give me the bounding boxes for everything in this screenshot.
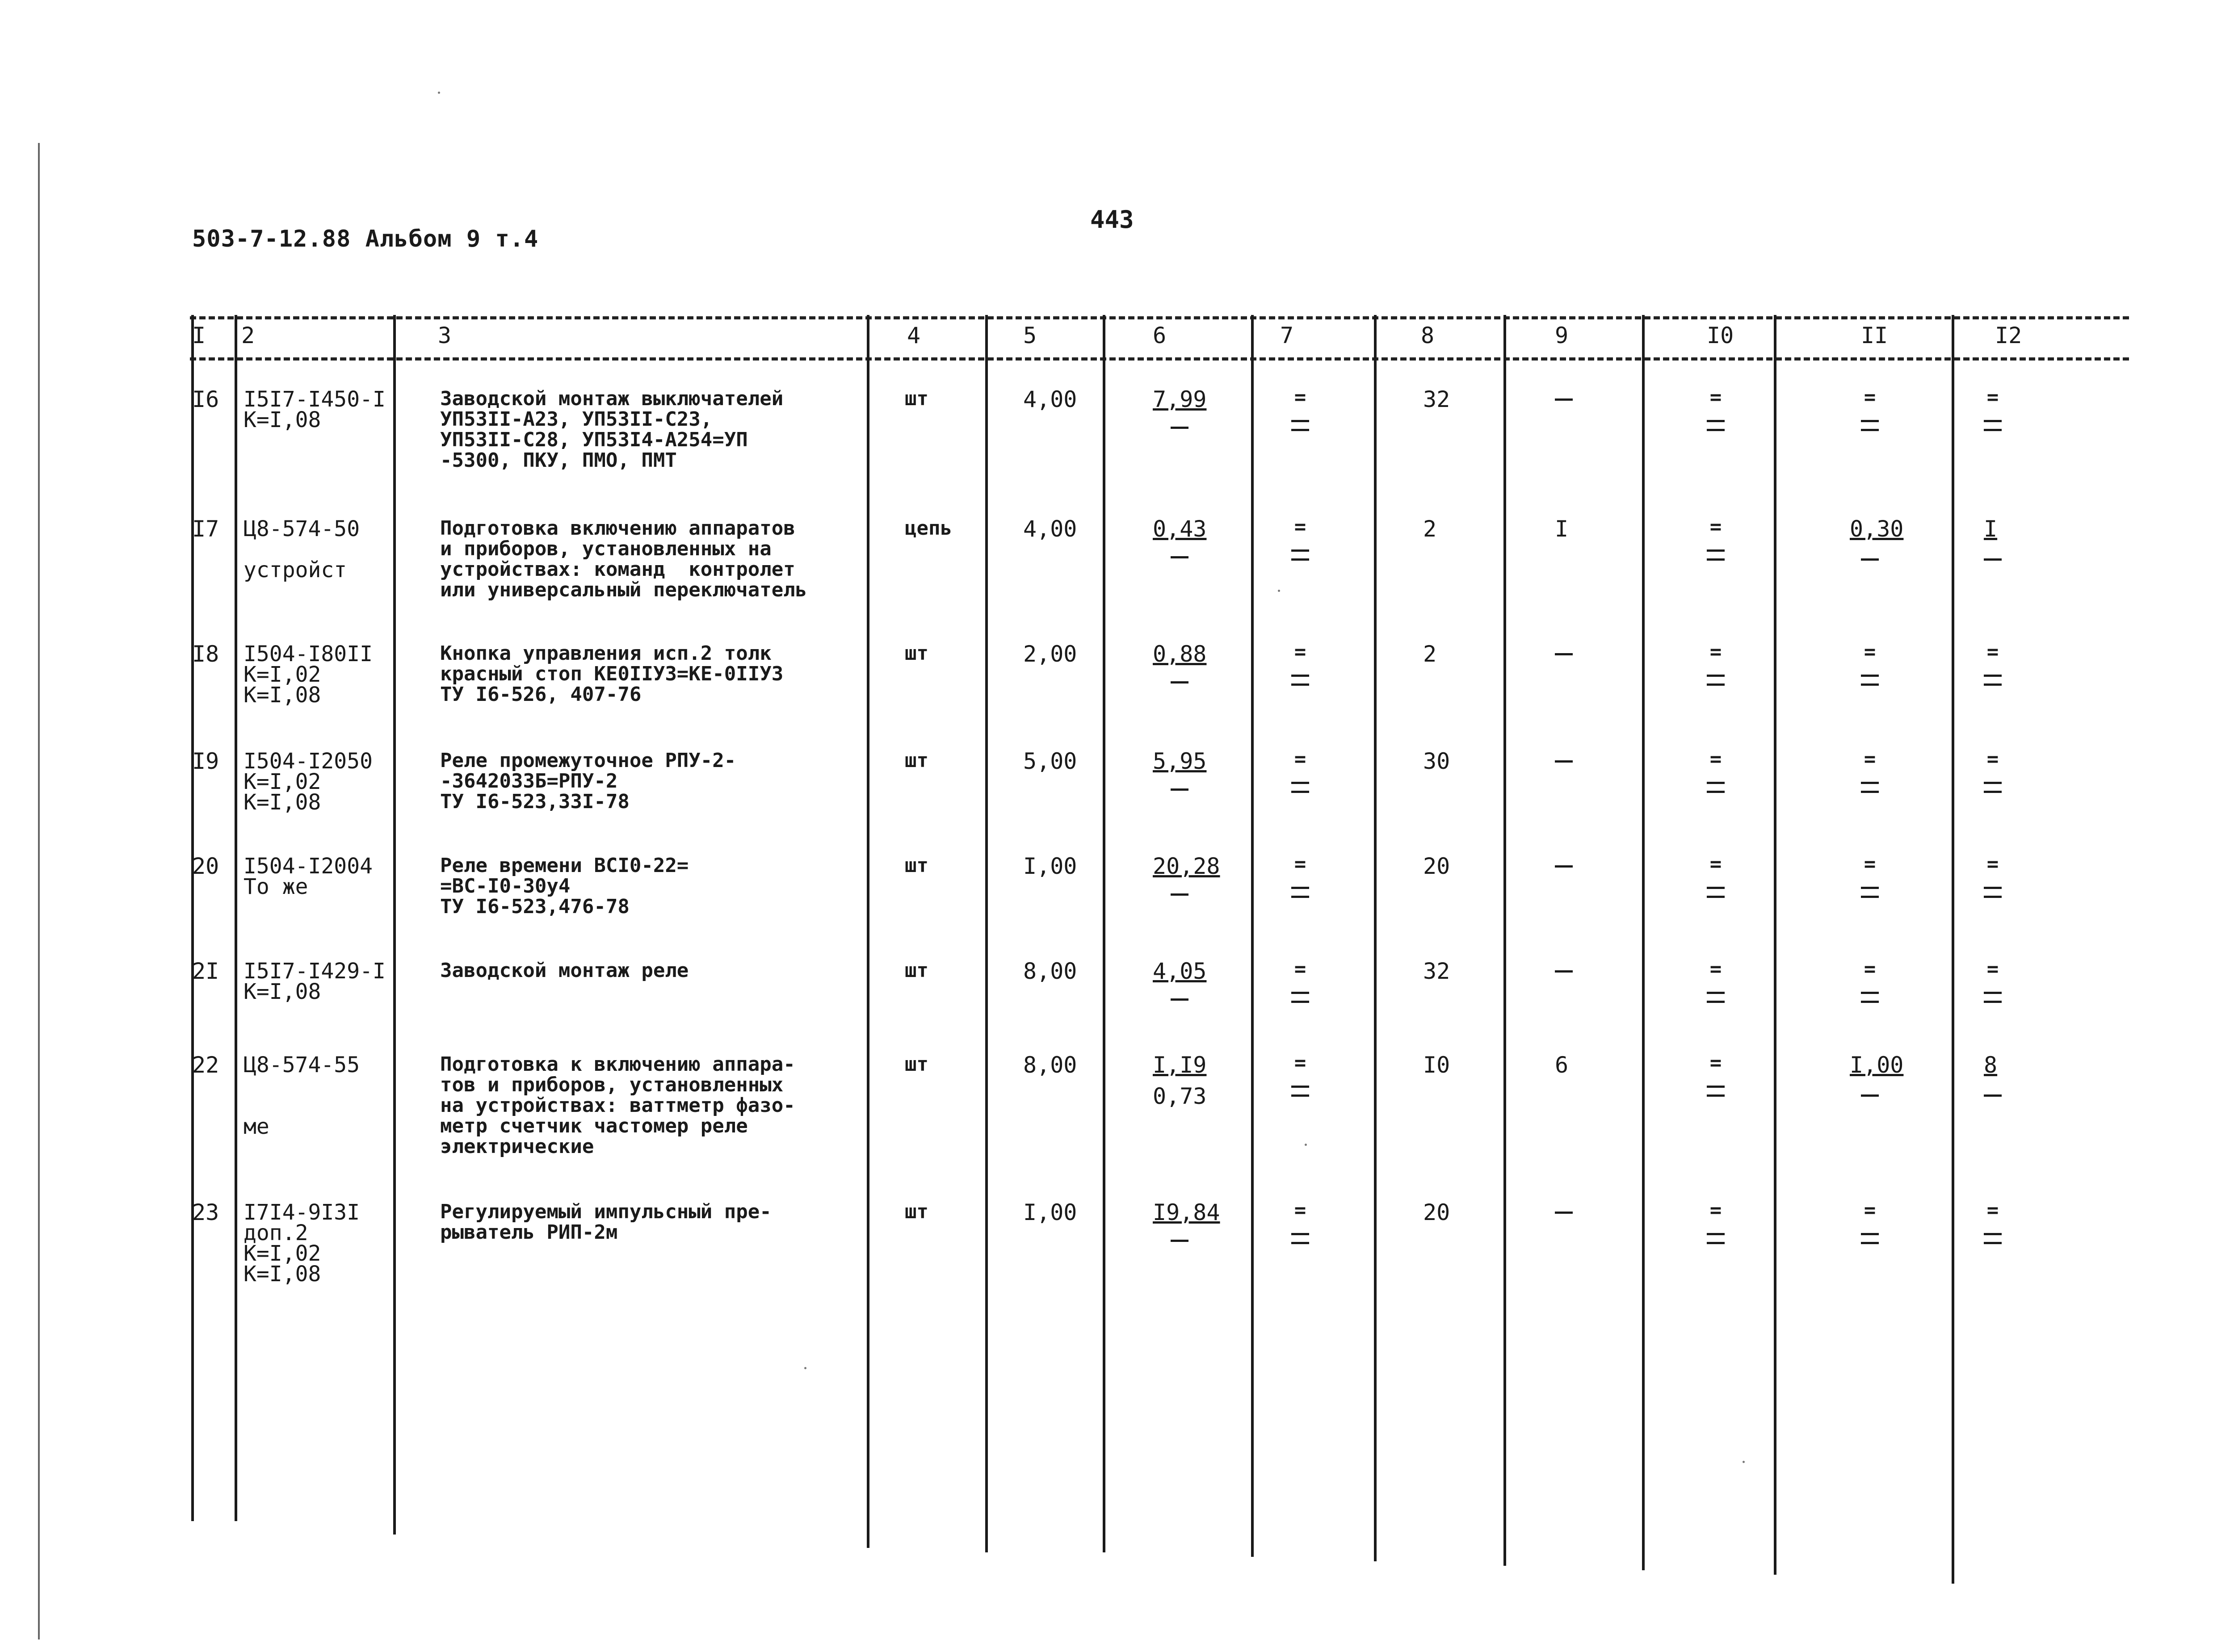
column-9-dash [1555,653,1573,655]
column-10-ditto: = [1709,958,1722,981]
column-8-value: 2 [1423,641,1437,667]
item-code-line: ме [244,1114,269,1139]
column-header-5: 5 [1023,323,1037,348]
column-divider [235,315,237,1521]
column-11-ditto-dash [1861,675,1879,677]
column-7-ditto: = [1294,748,1306,771]
row-number: 23 [192,1199,219,1225]
column-12-dash [1984,683,2002,686]
column-10-dash [1707,791,1725,793]
column-7-ditto-dash [1291,1233,1309,1235]
column-7-dash [1291,683,1309,686]
item-description-line: ТУ I6-523,476-78 [440,895,630,918]
item-code-line: K=I,08 [244,407,321,432]
item-code-line: доп.2 [244,1220,308,1245]
column-12-ditto: = [1986,958,1999,981]
column-10-ditto-dash [1707,1086,1725,1088]
scan-speck [1305,1144,1307,1146]
header-top-rule [190,316,2129,319]
column-12-ditto-dash [1984,782,2002,784]
item-description-line: УП53II-A23, УП53II-C23, [440,408,713,431]
item-description-line: Подготовка включению аппаратов [440,517,795,540]
column-7-dash [1291,896,1309,898]
column-11-ditto: = [1864,641,1876,663]
column-12-ditto: = [1986,853,1999,876]
column-header-3: 3 [438,323,452,348]
item-code-line: То же [244,874,308,899]
column-9-dash [1555,398,1573,401]
item-code-line: Ц8-574-50 [244,516,360,541]
item-code-line: I504-I2050 [244,749,373,774]
scan-speck [438,92,440,94]
item-description-line: электрические [440,1135,594,1158]
column-7-ditto: = [1294,516,1306,538]
item-code-line: K=I,02 [244,769,321,794]
column-divider [1503,315,1506,1566]
column-9-dash [1555,1212,1573,1214]
item-code-line: устройст [244,558,347,583]
column-10-ditto: = [1709,1052,1722,1074]
column-10-ditto-dash [1707,782,1725,784]
item-description-line: Реле времени ВСI0-22= [440,854,689,877]
column-11-ditto-dash [1861,420,1879,422]
column-9-value: I [1555,516,1569,542]
item-description-line: на устройствах: ваттметр фазо- [440,1094,795,1117]
column-divider [393,315,396,1535]
scan-speck [1743,1461,1745,1463]
column-12-value: 8 [1984,1052,1998,1078]
column-12-dash [1984,1242,2002,1244]
column-12-dash [1984,429,2002,431]
column-7-ditto-dash [1291,1086,1309,1088]
column-divider [1642,315,1645,1570]
column-10-ditto: = [1709,386,1722,409]
quantity: I,00 [1023,1199,1077,1225]
column-9-value: 6 [1555,1052,1569,1078]
column-header-9: 9 [1555,323,1569,348]
quantity: 8,00 [1023,958,1077,984]
column-6-dash [1171,1240,1188,1242]
quantity: 2,00 [1023,641,1077,667]
page-number: 443 [1090,205,1134,234]
column-12-dash [1984,896,2002,898]
column-header-7: 7 [1280,323,1294,348]
column-12-ditto: = [1986,1199,1999,1222]
column-header-8: 8 [1421,323,1435,348]
column-header-4: 4 [907,323,921,348]
item-description-line: ТУ I6-526, 407-76 [440,683,642,706]
column-12-ditto-dash [1984,1233,2002,1235]
column-8-value: 32 [1423,958,1450,984]
column-10-dash [1707,1242,1725,1244]
row-number: 2I [192,958,219,984]
item-code-line: I5I7-I429-I [244,959,386,984]
column-header-11: II [1861,323,1888,348]
scan-speck [804,1367,806,1369]
column-6-dash [1171,556,1188,558]
item-code-line: I504-I80II [244,642,373,667]
item-code-line: K=I,02 [244,1241,321,1266]
column-header-6: 6 [1153,323,1167,348]
column-7-ditto-dash [1291,420,1309,422]
column-6-value: I,I9 [1153,1052,1207,1078]
column-11-dash [1861,1001,1879,1003]
column-11-dash [1861,683,1879,686]
item-description-line: красный стоп КЕ0IIУ3=КЕ-0IIУ3 [440,662,784,685]
item-code-line: Ц8-574-55 [244,1052,360,1078]
column-11-value: I,00 [1850,1052,1904,1078]
column-7-ditto-dash [1291,992,1309,994]
quantity: 4,00 [1023,386,1077,412]
column-12-dash [1984,1001,2002,1003]
column-header-2: 2 [241,323,255,348]
column-7-dash [1291,429,1309,431]
column-6-sub-value: 0,73 [1153,1083,1207,1109]
column-6-value: 5,95 [1153,748,1207,774]
column-9-dash [1555,865,1573,868]
item-code-line: K=I,08 [244,979,321,1004]
item-description-line: и приборов, установленных на [440,537,772,560]
item-description-line: ТУ I6-523,33I-78 [440,790,630,813]
column-9-dash [1555,760,1573,763]
column-7-ditto-dash [1291,782,1309,784]
column-divider [1103,315,1105,1552]
column-8-value: 20 [1423,1199,1450,1225]
column-10-ditto: = [1709,853,1722,876]
column-11-ditto-dash [1861,992,1879,994]
quantity: 4,00 [1023,516,1077,542]
item-description-line: Подготовка к включению аппара- [440,1053,795,1076]
column-10-dash [1707,683,1725,686]
column-11-dash [1861,558,1879,561]
column-12-dash [1984,558,2002,561]
row-number: I8 [192,641,219,667]
column-12-ditto-dash [1984,420,2002,422]
column-11-ditto: = [1864,1199,1876,1222]
column-8-value: 32 [1423,386,1450,412]
column-6-dash [1171,427,1188,429]
quantity: 8,00 [1023,1052,1077,1078]
column-8-value: 2 [1423,516,1437,542]
item-code-line: I5I7-I450-I [244,387,386,412]
column-divider [867,315,869,1548]
item-description-line: -5300, ПКУ, ПМО, ПМТ [440,449,677,472]
scan-speck [1278,590,1280,592]
column-6-value: 0,88 [1153,641,1207,667]
column-6-value: 4,05 [1153,958,1207,984]
row-number: I9 [192,748,219,774]
column-10-ditto: = [1709,1199,1722,1222]
column-12-dash [1984,791,2002,793]
column-10-ditto-dash [1707,549,1725,552]
quantity: 5,00 [1023,748,1077,774]
column-10-dash [1707,1094,1725,1097]
item-description-line: УП53II-C28, УП53I4-A254=УП [440,428,748,451]
column-6-dash [1171,893,1188,896]
column-11-ditto-dash [1861,782,1879,784]
unit: шт [905,387,928,410]
item-code-line: K=I,02 [244,662,321,687]
column-7-ditto-dash [1291,675,1309,677]
column-10-ditto: = [1709,641,1722,663]
column-11-ditto: = [1864,386,1876,409]
column-11-ditto: = [1864,748,1876,771]
column-11-dash [1861,791,1879,793]
column-header-12: I2 [1995,323,2022,348]
column-12-ditto-dash [1984,992,2002,994]
item-description-line: Реле промежуточное РПУ-2- [440,749,736,772]
item-code-line: I7I4-9I3I [244,1200,360,1225]
column-11-dash [1861,1242,1879,1244]
item-description-line: =ВС-I0-30у4 [440,875,571,897]
column-8-value: I0 [1423,1052,1450,1078]
column-10-dash [1707,1001,1725,1003]
column-12-ditto: = [1986,386,1999,409]
item-description-line: или универсальный переключатель [440,579,807,601]
column-11-ditto-dash [1861,887,1879,889]
column-10-ditto-dash [1707,887,1725,889]
item-description-line: тов и приборов, установленных [440,1073,784,1096]
item-code-line: I504-I2004 [244,854,373,879]
column-6-dash [1171,788,1188,791]
item-description-line: Регулируемый импульсный пре- [440,1200,772,1223]
item-description-line: -36420ЗЗБ=РПУ-2 [440,770,618,792]
document-reference: 503-7-12.88 Альбом 9 т.4 [192,226,539,252]
column-7-dash [1291,1242,1309,1244]
column-divider [1774,315,1776,1575]
quantity: I,00 [1023,853,1077,879]
column-8-value: 20 [1423,853,1450,879]
column-10-dash [1707,558,1725,561]
column-divider [1251,315,1254,1557]
column-7-ditto-dash [1291,549,1309,552]
column-11-value: 0,30 [1850,516,1904,542]
item-description-line: устройствах: команд контролет [440,558,795,581]
column-11-dash [1861,896,1879,898]
item-description-line: Заводской монтаж выключателей [440,387,784,410]
row-number: 22 [192,1052,219,1078]
column-header-10: I0 [1707,323,1734,348]
column-11-ditto-dash [1861,1233,1879,1235]
column-divider [985,315,988,1552]
column-6-value: 20,28 [1153,853,1220,879]
column-7-ditto: = [1294,853,1306,876]
column-6-dash [1171,681,1188,683]
row-number: I6 [192,386,219,412]
column-7-ditto: = [1294,1052,1306,1074]
left-margin-line [38,143,40,1639]
header-bottom-rule [190,357,2129,361]
column-11-ditto: = [1864,958,1876,981]
column-10-ditto-dash [1707,420,1725,422]
column-6-value: 7,99 [1153,386,1207,412]
column-11-dash [1861,1094,1879,1097]
column-7-dash [1291,558,1309,561]
row-number: 20 [192,853,219,879]
column-10-ditto-dash [1707,992,1725,994]
column-6-dash [1171,998,1188,1001]
item-description-line: рыватель РИП-2м [440,1221,618,1244]
item-code-line: K=I,08 [244,683,321,708]
column-11-dash [1861,429,1879,431]
column-9-dash [1555,970,1573,973]
unit: шт [905,959,928,982]
column-7-dash [1291,791,1309,793]
column-10-ditto-dash [1707,675,1725,677]
column-divider [191,315,194,1521]
column-10-dash [1707,896,1725,898]
item-code-line: K=I,08 [244,790,321,815]
column-7-ditto: = [1294,1199,1306,1222]
item-code-line: K=I,08 [244,1262,321,1287]
column-7-ditto: = [1294,641,1306,663]
column-12-ditto: = [1986,641,1999,663]
item-description-line: Кнопка управления исп.2 толк [440,642,772,665]
column-11-ditto: = [1864,853,1876,876]
unit: шт [905,749,928,772]
unit: шт [905,642,928,665]
column-12-ditto-dash [1984,675,2002,677]
column-10-dash [1707,429,1725,431]
unit: шт [905,1200,928,1223]
row-number: I7 [192,516,219,542]
column-7-dash [1291,1001,1309,1003]
unit: шт [905,854,928,877]
column-6-value: 0,43 [1153,516,1207,542]
unit: цепь [905,517,952,540]
column-divider [1374,315,1377,1561]
unit: шт [905,1053,928,1076]
column-12-ditto: = [1986,748,1999,771]
item-description-line: Заводской монтаж реле [440,959,689,982]
item-description-line: метр счетчик частомер реле [440,1115,748,1137]
column-12-ditto-dash [1984,887,2002,889]
column-10-ditto: = [1709,516,1722,538]
column-10-ditto: = [1709,748,1722,771]
column-7-ditto: = [1294,958,1306,981]
column-6-value: I9,84 [1153,1199,1220,1225]
column-12-value: I [1984,516,1998,542]
column-7-dash [1291,1094,1309,1097]
column-header-1: I [192,323,206,348]
column-7-ditto-dash [1291,887,1309,889]
column-12-dash [1984,1094,2002,1097]
column-divider [1952,315,1954,1584]
column-7-ditto: = [1294,386,1306,409]
column-8-value: 30 [1423,748,1450,774]
column-10-ditto-dash [1707,1233,1725,1235]
